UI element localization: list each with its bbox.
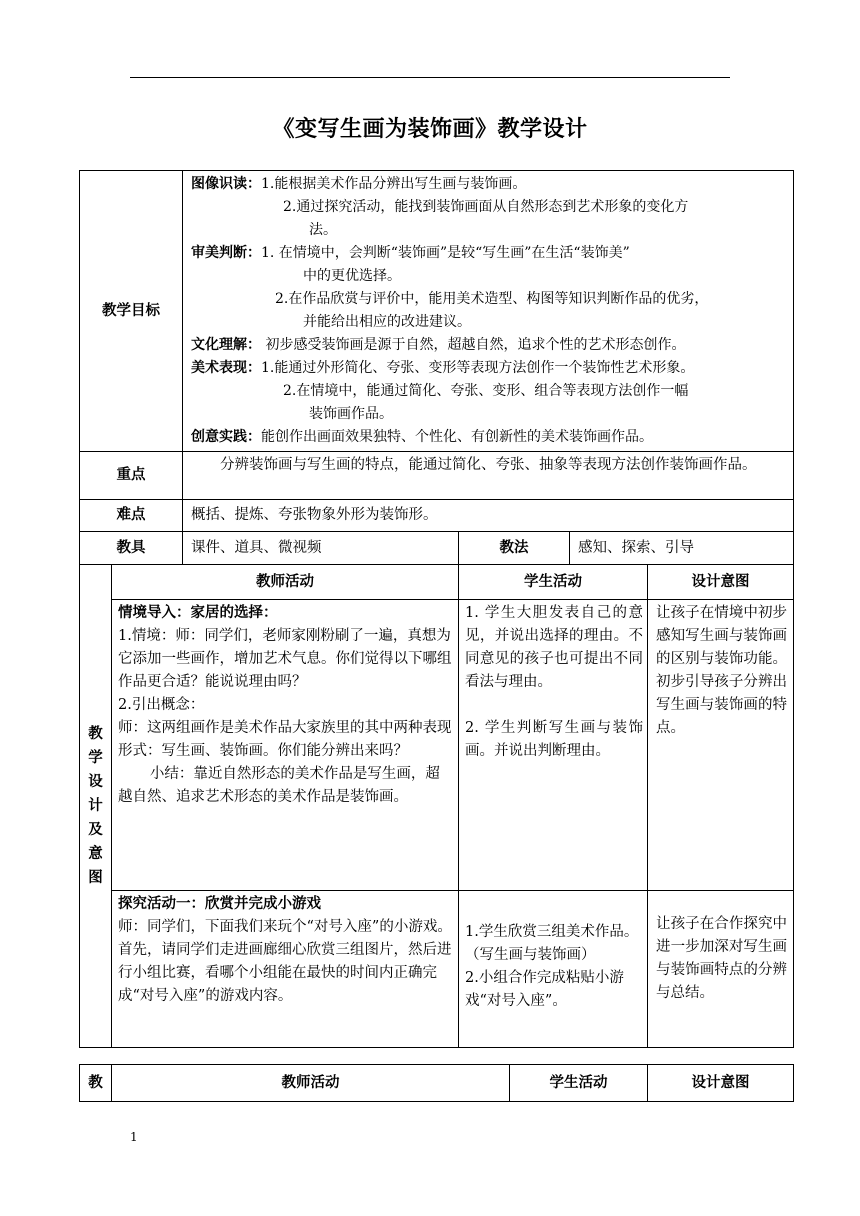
aesthetic-line4: 并能给出相应的改进建议。 bbox=[303, 314, 471, 330]
lesson-plan-table bbox=[79, 170, 794, 1048]
header-rule bbox=[130, 77, 730, 78]
row1-student-activity: 1. 学生大胆发表自己的意见，并说出选择的理由。不同意见的孩子也可提出不同看法与理由。 2. 学生判断写生画与装饰画。并说出判断理由。 bbox=[459, 600, 648, 891]
row2-student-activity: 1.学生欣赏三组美术作品。（写生画与装饰画） 2.小组合作完成粘贴小游戏“对号入座”。 bbox=[459, 891, 648, 1048]
image-reading-line3: 法。 bbox=[309, 222, 337, 238]
document-title: 《变写生画为装饰画》教学设计 bbox=[272, 116, 588, 142]
key-point-label: 重点 bbox=[80, 452, 183, 500]
row1-teacher-activity: 情境导入：家居的选择： 1.情境：师：同学们，老师家刚粉刷了一遍，真想为它添加一些画作，增加艺术气息。你们觉得以下哪组作品更合适？能说说理由吗？ 2.引出概念： 师：这两组画作是美术作品大家族里的其中两种表现形式：写生画、装饰画。你们能分辨出来吗？ 小结：靠近自然形态的美术作品是写生画，超越自然、追求艺术形态的美术作品是装饰画。 bbox=[112, 600, 459, 891]
expression-line1: 美术表现：1.能通过外形简化、夸张、变形等表现方法创作一个装饰性艺术形象。 bbox=[191, 360, 695, 376]
row2-teacher-activity: 探究活动一：欣赏并完成小游戏 师：同学们，下面我们来玩个“对号入座”的小游戏。首先，请同学们走进画廊细心欣赏三组图片，然后进行小组比赛，看哪个小组能在最快的时间内正确完成“对号入座”的游戏内容。 bbox=[112, 891, 459, 1048]
method-text: 感知、探索、引导 bbox=[570, 532, 794, 565]
tools-label: 教具 bbox=[80, 532, 183, 565]
difficulty-text: 概括、提炼、夸张物象外形为装饰形。 bbox=[183, 500, 794, 532]
page-number: 1 bbox=[130, 1130, 138, 1144]
aesthetic-line1: 审美判断：1. 在情境中，会判断“装饰画”是较“写生画”在生活“装饰美” bbox=[191, 245, 630, 261]
culture-line1: 文化理解： 初步感受装饰画是源于自然，超越自然，追求个性的艺术形态创作。 bbox=[191, 337, 686, 353]
creative-line1: 创意实践：能创作出画面效果独特、个性化、有创新性的美术装饰画作品。 bbox=[191, 429, 653, 445]
objectives-content bbox=[183, 171, 794, 452]
continuation-teacher-header: 教师活动 bbox=[112, 1065, 510, 1102]
image-reading-line1: 图像识读：1.能根据美术作品分辨出写生画与装饰画。 bbox=[191, 176, 527, 192]
method-label: 教法 bbox=[459, 532, 570, 565]
row1-design-intent: 让孩子在情境中初步感知写生画与装饰画的区别与装饰功能。初步引导孩子分辨出写生画与装饰画的特点。 bbox=[648, 600, 794, 891]
objectives-label: 教学目标 bbox=[80, 171, 183, 452]
teacher-activity-header: 教师活动 bbox=[112, 565, 459, 600]
aesthetic-line3: 2.在作品欣赏与评价中，能用美术造型、构图等知识判断作品的优劣， bbox=[275, 291, 709, 307]
aesthetic-line2: 中的更优选择。 bbox=[303, 268, 401, 284]
continuation-student-header: 学生活动 bbox=[510, 1065, 648, 1102]
tools-text: 课件、道具、微视频 bbox=[183, 532, 459, 565]
key-point-text: 分辨装饰画与写生画的特点，能通过简化、夸张、抽象等表现方法创作装饰画作品。 bbox=[183, 452, 794, 500]
continuation-label: 教 bbox=[80, 1065, 112, 1102]
difficulty-label: 难点 bbox=[80, 500, 183, 532]
expression-line2: 2.在情境中，能通过简化、夸张、变形、组合等表现方法创作一幅 bbox=[283, 383, 689, 399]
student-activity-header: 学生活动 bbox=[459, 565, 648, 600]
continuation-intent-header: 设计意图 bbox=[648, 1065, 794, 1102]
expression-line3: 装饰画作品。 bbox=[309, 406, 393, 422]
row2-design-intent: 让孩子在合作探究中进一步加深对写生画与装饰画特点的分辨与总结。 bbox=[648, 891, 794, 1048]
design-intent-header: 设计意图 bbox=[648, 565, 794, 600]
image-reading-line2: 2.通过探究活动，能找到装饰画面从自然形态到艺术形象的变化方 bbox=[283, 199, 689, 215]
design-label: 教 学 设 计 及 意 图 bbox=[80, 565, 112, 1048]
continuation-table bbox=[79, 1064, 794, 1102]
